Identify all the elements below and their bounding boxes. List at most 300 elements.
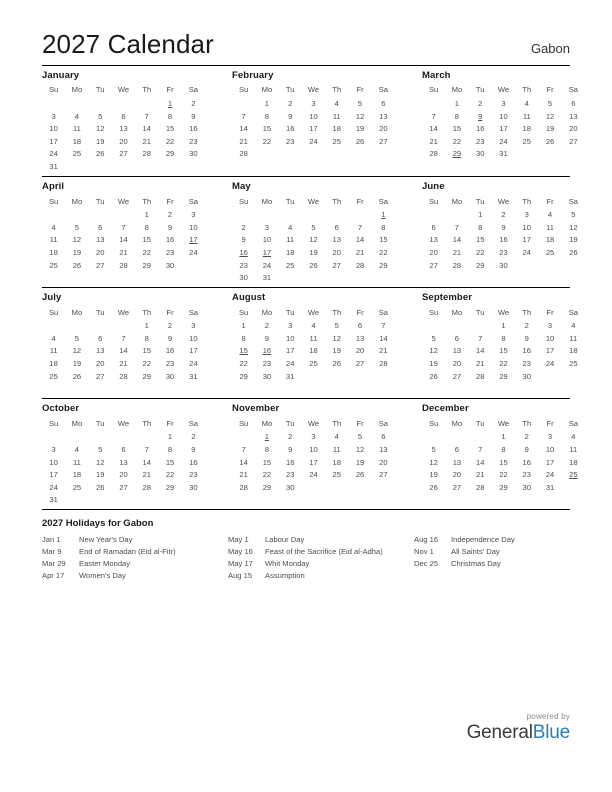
day-cell[interactable]: 6 (454, 333, 460, 343)
day-cell[interactable]: 5 (357, 432, 363, 442)
day-cell[interactable]: 21 (239, 136, 248, 146)
day-cell[interactable]: 8 (381, 222, 386, 232)
day-cell[interactable]: 20 (569, 124, 578, 134)
day-cell[interactable]: 13 (355, 333, 365, 343)
day-cell[interactable]: 25 (569, 359, 578, 369)
day-cell[interactable]: 26 (429, 371, 438, 381)
day-cell[interactable]: 31 (189, 371, 198, 381)
day-cell[interactable]: 8 (144, 333, 149, 343)
day-cell[interactable]: 13 (119, 457, 128, 467)
day-cell[interactable]: 28 (119, 371, 128, 381)
day-cell[interactable]: 12 (545, 111, 555, 121)
day-cell[interactable]: 14 (475, 457, 485, 467)
day-cell[interactable]: 15 (499, 457, 508, 467)
day-cell[interactable]: 29 (142, 371, 151, 381)
day-cell[interactable]: 24 (309, 136, 318, 146)
day-cell[interactable]: 20 (379, 457, 388, 467)
day-cell[interactable]: 5 (74, 333, 80, 343)
day-cell-holiday[interactable]: 1 (167, 98, 173, 108)
day-cell[interactable]: 13 (379, 445, 388, 455)
day-cell[interactable]: 13 (332, 235, 341, 245)
day-cell[interactable]: 18 (285, 247, 295, 257)
day-cell[interactable]: 27 (379, 470, 388, 480)
day-cell[interactable]: 11 (569, 333, 578, 343)
day-cell[interactable]: 21 (142, 470, 151, 480)
day-cell[interactable]: 15 (142, 235, 151, 245)
day-cell[interactable]: 27 (95, 260, 105, 270)
day-cell[interactable]: 16 (522, 457, 531, 467)
day-cell[interactable]: 14 (379, 333, 388, 343)
day-cell[interactable]: 17 (189, 346, 198, 356)
day-cell[interactable]: 29 (499, 482, 508, 492)
day-cell[interactable]: 18 (309, 346, 318, 356)
day-cell[interactable]: 24 (49, 149, 58, 159)
day-cell[interactable]: 2 (241, 222, 246, 232)
day-cell[interactable]: 23 (239, 260, 248, 270)
day-cell[interactable]: 25 (72, 482, 82, 492)
day-cell[interactable]: 7 (241, 111, 246, 121)
day-cell[interactable]: 6 (98, 333, 103, 343)
day-cell[interactable]: 25 (545, 247, 555, 257)
day-cell[interactable]: 27 (119, 149, 128, 159)
day-cell[interactable]: 14 (355, 235, 365, 245)
day-cell[interactable]: 27 (355, 359, 365, 369)
day-cell[interactable]: 7 (357, 222, 363, 232)
day-cell[interactable]: 8 (478, 222, 483, 232)
day-cell[interactable]: 4 (288, 222, 293, 232)
day-cell-holiday[interactable]: 17 (189, 235, 198, 245)
day-cell[interactable]: 25 (285, 260, 295, 270)
day-cell[interactable]: 3 (311, 432, 316, 442)
day-cell[interactable]: 21 (475, 359, 485, 369)
day-cell[interactable]: 26 (355, 136, 365, 146)
day-cell[interactable]: 30 (165, 260, 175, 270)
day-cell[interactable]: 3 (501, 98, 506, 108)
day-cell[interactable]: 27 (119, 482, 128, 492)
day-cell[interactable]: 23 (475, 136, 485, 146)
day-cell[interactable]: 13 (95, 235, 105, 245)
day-cell[interactable]: 10 (545, 445, 555, 455)
day-cell[interactable]: 2 (264, 321, 270, 331)
day-cell[interactable]: 27 (569, 136, 578, 146)
day-cell[interactable]: 7 (121, 222, 126, 232)
day-cell[interactable]: 21 (239, 470, 248, 480)
day-cell[interactable]: 12 (429, 457, 438, 467)
day-cell[interactable]: 21 (119, 359, 128, 369)
day-cell[interactable]: 16 (189, 124, 198, 134)
day-cell[interactable]: 24 (189, 247, 198, 257)
day-cell[interactable]: 1 (264, 98, 270, 108)
day-cell[interactable]: 20 (119, 136, 128, 146)
day-cell[interactable]: 19 (72, 247, 82, 257)
day-cell[interactable]: 17 (499, 124, 508, 134)
day-cell[interactable]: 13 (379, 111, 388, 121)
day-cell[interactable]: 13 (452, 346, 462, 356)
day-cell[interactable]: 26 (429, 482, 438, 492)
day-cell[interactable]: 18 (72, 136, 82, 146)
day-cell[interactable]: 19 (355, 124, 365, 134)
day-cell[interactable]: 12 (569, 222, 578, 232)
day-cell[interactable]: 16 (285, 457, 295, 467)
day-cell[interactable]: 1 (241, 321, 246, 331)
day-cell[interactable]: 27 (452, 371, 462, 381)
day-cell[interactable]: 9 (524, 445, 529, 455)
day-cell[interactable]: 18 (522, 124, 531, 134)
day-cell[interactable]: 3 (191, 210, 196, 220)
day-cell[interactable]: 4 (311, 321, 316, 331)
day-cell[interactable]: 8 (264, 445, 270, 455)
day-cell[interactable]: 12 (332, 333, 341, 343)
day-cell[interactable]: 4 (74, 111, 80, 121)
day-cell[interactable]: 23 (165, 247, 175, 257)
day-cell[interactable]: 10 (189, 222, 198, 232)
day-cell[interactable]: 26 (95, 482, 105, 492)
day-cell[interactable]: 3 (51, 111, 56, 121)
day-cell[interactable]: 8 (501, 445, 506, 455)
day-cell[interactable]: 10 (309, 445, 318, 455)
day-cell[interactable]: 23 (189, 136, 198, 146)
day-cell[interactable]: 25 (332, 470, 341, 480)
day-cell[interactable]: 31 (285, 371, 295, 381)
day-cell[interactable]: 28 (142, 149, 151, 159)
day-cell[interactable]: 15 (475, 235, 485, 245)
day-cell[interactable]: 16 (522, 346, 531, 356)
day-cell[interactable]: 3 (547, 432, 553, 442)
day-cell[interactable]: 17 (309, 124, 318, 134)
day-cell[interactable]: 1 (167, 432, 173, 442)
day-cell[interactable]: 20 (379, 124, 388, 134)
day-cell[interactable]: 14 (142, 124, 151, 134)
day-cell[interactable]: 22 (165, 136, 175, 146)
day-cell[interactable]: 17 (309, 457, 318, 467)
day-cell[interactable]: 16 (165, 235, 175, 245)
day-cell[interactable]: 22 (142, 247, 151, 257)
day-cell[interactable]: 14 (119, 235, 128, 245)
day-cell[interactable]: 21 (119, 247, 128, 257)
day-cell[interactable]: 12 (72, 346, 82, 356)
day-cell[interactable]: 24 (522, 247, 531, 257)
day-cell-holiday[interactable]: 15 (239, 346, 248, 356)
day-cell[interactable]: 5 (98, 445, 103, 455)
day-cell[interactable]: 23 (522, 359, 531, 369)
day-cell-holiday[interactable]: 29 (452, 149, 462, 159)
day-cell[interactable]: 21 (355, 247, 365, 257)
day-cell[interactable]: 3 (311, 98, 316, 108)
day-cell[interactable]: 26 (545, 136, 555, 146)
day-cell[interactable]: 28 (452, 260, 462, 270)
day-cell[interactable]: 26 (355, 470, 365, 480)
day-cell[interactable]: 20 (95, 359, 105, 369)
day-cell[interactable]: 15 (452, 124, 462, 134)
day-cell[interactable]: 7 (454, 222, 460, 232)
day-cell[interactable]: 17 (285, 346, 295, 356)
day-cell[interactable]: 4 (74, 445, 80, 455)
day-cell-holiday[interactable]: 16 (239, 247, 248, 257)
day-cell[interactable]: 24 (285, 359, 295, 369)
day-cell[interactable]: 29 (499, 371, 508, 381)
day-cell[interactable]: 22 (165, 470, 175, 480)
day-cell[interactable]: 10 (49, 124, 58, 134)
day-cell[interactable]: 1 (501, 432, 506, 442)
day-cell[interactable]: 7 (431, 111, 436, 121)
day-cell[interactable]: 27 (332, 260, 341, 270)
day-cell[interactable]: 11 (332, 111, 341, 121)
day-cell[interactable]: 20 (429, 247, 438, 257)
day-cell[interactable]: 21 (429, 136, 438, 146)
day-cell[interactable]: 30 (262, 371, 272, 381)
day-cell[interactable]: 20 (355, 346, 365, 356)
day-cell[interactable]: 24 (309, 470, 318, 480)
day-cell[interactable]: 2 (501, 210, 506, 220)
day-cell-holiday[interactable]: 9 (478, 111, 483, 121)
day-cell[interactable]: 12 (309, 235, 318, 245)
day-cell[interactable]: 18 (569, 457, 578, 467)
day-cell[interactable]: 8 (454, 111, 460, 121)
day-cell[interactable]: 2 (524, 432, 529, 442)
day-cell[interactable]: 5 (547, 98, 553, 108)
day-cell[interactable]: 19 (545, 124, 555, 134)
day-cell[interactable]: 13 (452, 457, 462, 467)
day-cell[interactable]: 4 (571, 321, 576, 331)
day-cell[interactable]: 26 (332, 359, 341, 369)
day-cell[interactable]: 30 (165, 371, 175, 381)
day-cell[interactable]: 28 (429, 149, 438, 159)
day-cell[interactable]: 26 (72, 371, 82, 381)
day-cell[interactable]: 25 (49, 371, 58, 381)
day-cell[interactable]: 23 (285, 470, 295, 480)
day-cell[interactable]: 8 (167, 445, 173, 455)
day-cell[interactable]: 24 (545, 359, 555, 369)
day-cell[interactable]: 11 (286, 235, 295, 245)
day-cell[interactable]: 6 (334, 222, 339, 232)
day-cell[interactable]: 18 (569, 346, 578, 356)
day-cell[interactable]: 4 (51, 333, 56, 343)
day-cell[interactable]: 29 (379, 260, 388, 270)
day-cell[interactable]: 22 (239, 359, 248, 369)
day-cell[interactable]: 9 (288, 111, 293, 121)
day-cell[interactable]: 9 (524, 333, 529, 343)
day-cell[interactable]: 10 (189, 333, 198, 343)
day-cell[interactable]: 13 (119, 124, 128, 134)
day-cell[interactable]: 16 (499, 235, 508, 245)
day-cell[interactable]: 2 (167, 321, 173, 331)
day-cell[interactable]: 7 (144, 445, 149, 455)
day-cell[interactable]: 6 (121, 445, 126, 455)
day-cell[interactable]: 4 (334, 98, 339, 108)
day-cell[interactable]: 4 (571, 432, 576, 442)
day-cell-holiday[interactable]: 25 (569, 470, 578, 480)
day-cell[interactable]: 9 (191, 445, 196, 455)
day-cell[interactable]: 30 (475, 149, 485, 159)
day-cell[interactable]: 4 (524, 98, 529, 108)
day-cell[interactable]: 16 (285, 124, 295, 134)
day-cell[interactable]: 12 (95, 457, 105, 467)
day-cell[interactable]: 19 (309, 247, 318, 257)
day-cell[interactable]: 11 (522, 111, 531, 121)
day-cell[interactable]: 5 (74, 222, 80, 232)
day-cell[interactable]: 9 (501, 222, 506, 232)
day-cell[interactable]: 24 (499, 136, 508, 146)
day-cell[interactable]: 29 (165, 149, 175, 159)
day-cell[interactable]: 3 (288, 321, 293, 331)
day-cell[interactable]: 9 (264, 333, 270, 343)
day-cell[interactable]: 10 (545, 333, 555, 343)
day-cell[interactable]: 21 (475, 470, 485, 480)
day-cell[interactable]: 1 (478, 210, 483, 220)
day-cell[interactable]: 24 (49, 482, 58, 492)
day-cell[interactable]: 22 (262, 136, 272, 146)
day-cell[interactable]: 14 (142, 457, 151, 467)
day-cell[interactable]: 25 (49, 260, 58, 270)
day-cell[interactable]: 8 (264, 111, 270, 121)
day-cell[interactable]: 14 (239, 124, 248, 134)
day-cell[interactable]: 12 (95, 124, 105, 134)
day-cell[interactable]: 28 (239, 482, 248, 492)
day-cell[interactable]: 7 (121, 333, 126, 343)
day-cell[interactable]: 19 (95, 470, 105, 480)
day-cell[interactable]: 9 (241, 235, 246, 245)
day-cell[interactable]: 21 (379, 346, 388, 356)
day-cell[interactable]: 15 (379, 235, 388, 245)
day-cell[interactable]: 23 (165, 359, 175, 369)
day-cell[interactable]: 29 (239, 371, 248, 381)
day-cell[interactable]: 2 (288, 432, 293, 442)
day-cell[interactable]: 22 (379, 247, 388, 257)
day-cell[interactable]: 11 (72, 124, 81, 134)
day-cell[interactable]: 3 (191, 321, 196, 331)
day-cell[interactable]: 15 (165, 457, 175, 467)
day-cell[interactable]: 6 (431, 222, 436, 232)
day-cell[interactable]: 29 (262, 482, 272, 492)
day-cell[interactable]: 19 (429, 470, 438, 480)
day-cell[interactable]: 19 (569, 235, 578, 245)
day-cell[interactable]: 26 (72, 260, 82, 270)
day-cell[interactable]: 17 (49, 470, 58, 480)
day-cell[interactable]: 9 (167, 222, 173, 232)
day-cell[interactable]: 4 (547, 210, 553, 220)
day-cell[interactable]: 25 (72, 149, 82, 159)
day-cell[interactable]: 18 (545, 235, 555, 245)
day-cell[interactable]: 18 (49, 359, 58, 369)
day-cell[interactable]: 10 (49, 457, 58, 467)
day-cell[interactable]: 10 (499, 111, 508, 121)
day-cell[interactable]: 7 (144, 111, 149, 121)
day-cell[interactable]: 30 (239, 273, 248, 283)
day-cell[interactable]: 14 (475, 346, 485, 356)
day-cell[interactable]: 6 (98, 222, 103, 232)
day-cell[interactable]: 13 (429, 235, 438, 245)
day-cell[interactable]: 26 (309, 260, 318, 270)
day-cell[interactable]: 24 (189, 359, 198, 369)
day-cell[interactable]: 28 (119, 260, 128, 270)
day-cell[interactable]: 20 (452, 470, 462, 480)
day-cell[interactable]: 23 (285, 136, 295, 146)
day-cell[interactable]: 26 (95, 149, 105, 159)
day-cell[interactable]: 13 (95, 346, 105, 356)
day-cell[interactable]: 23 (189, 470, 198, 480)
day-cell[interactable]: 5 (334, 321, 339, 331)
day-cell[interactable]: 24 (545, 470, 555, 480)
day-cell[interactable]: 15 (262, 124, 272, 134)
day-cell[interactable]: 18 (49, 247, 58, 257)
day-cell[interactable]: 31 (49, 161, 58, 171)
day-cell[interactable]: 28 (239, 149, 248, 159)
day-cell[interactable]: 7 (241, 445, 246, 455)
day-cell[interactable]: 4 (51, 222, 56, 232)
day-cell[interactable]: 14 (452, 235, 462, 245)
day-cell[interactable]: 22 (499, 470, 508, 480)
day-cell[interactable]: 22 (499, 359, 508, 369)
day-cell[interactable]: 6 (454, 445, 460, 455)
day-cell[interactable]: 22 (142, 359, 151, 369)
day-cell[interactable]: 12 (355, 111, 365, 121)
day-cell[interactable]: 21 (452, 247, 462, 257)
day-cell[interactable]: 20 (119, 470, 128, 480)
day-cell[interactable]: 5 (357, 98, 363, 108)
day-cell[interactable]: 10 (522, 222, 531, 232)
day-cell[interactable]: 20 (332, 247, 341, 257)
day-cell[interactable]: 27 (452, 482, 462, 492)
day-cell[interactable]: 2 (478, 98, 483, 108)
day-cell[interactable]: 19 (332, 346, 341, 356)
day-cell[interactable]: 25 (309, 359, 318, 369)
day-cell[interactable]: 14 (429, 124, 438, 134)
day-cell[interactable]: 29 (475, 260, 485, 270)
day-cell[interactable]: 8 (241, 333, 246, 343)
day-cell[interactable]: 5 (311, 222, 316, 232)
day-cell[interactable]: 19 (355, 457, 365, 467)
day-cell[interactable]: 30 (189, 149, 198, 159)
day-cell[interactable]: 17 (545, 457, 555, 467)
day-cell[interactable]: 28 (475, 371, 485, 381)
day-cell-holiday[interactable]: 1 (264, 432, 270, 442)
day-cell[interactable]: 19 (95, 136, 105, 146)
day-cell[interactable]: 2 (524, 321, 529, 331)
day-cell-holiday[interactable]: 1 (381, 210, 386, 220)
day-cell[interactable]: 23 (522, 470, 531, 480)
day-cell[interactable]: 30 (499, 260, 508, 270)
day-cell[interactable]: 10 (262, 235, 272, 245)
day-cell[interactable]: 7 (478, 445, 483, 455)
day-cell[interactable]: 29 (142, 260, 151, 270)
day-cell[interactable]: 3 (524, 210, 529, 220)
day-cell[interactable]: 28 (355, 260, 365, 270)
day-cell[interactable]: 11 (49, 346, 58, 356)
day-cell[interactable]: 29 (165, 482, 175, 492)
day-cell[interactable]: 18 (332, 124, 341, 134)
day-cell[interactable]: 31 (262, 273, 272, 283)
day-cell[interactable]: 22 (262, 470, 272, 480)
day-cell[interactable]: 3 (547, 321, 553, 331)
day-cell[interactable]: 3 (51, 445, 56, 455)
day-cell[interactable]: 16 (189, 457, 198, 467)
day-cell[interactable]: 15 (262, 457, 272, 467)
day-cell[interactable]: 11 (546, 222, 554, 232)
day-cell[interactable]: 27 (429, 260, 438, 270)
day-cell[interactable]: 3 (264, 222, 270, 232)
day-cell[interactable]: 17 (522, 235, 531, 245)
day-cell[interactable]: 15 (499, 346, 508, 356)
day-cell[interactable]: 12 (72, 235, 82, 245)
day-cell[interactable]: 25 (522, 136, 531, 146)
day-cell[interactable]: 6 (381, 98, 386, 108)
day-cell-holiday[interactable]: 16 (262, 346, 272, 356)
day-cell[interactable]: 30 (189, 482, 198, 492)
day-cell[interactable]: 17 (545, 346, 555, 356)
day-cell[interactable]: 11 (49, 235, 58, 245)
day-cell[interactable]: 30 (522, 371, 531, 381)
day-cell[interactable]: 27 (95, 371, 105, 381)
